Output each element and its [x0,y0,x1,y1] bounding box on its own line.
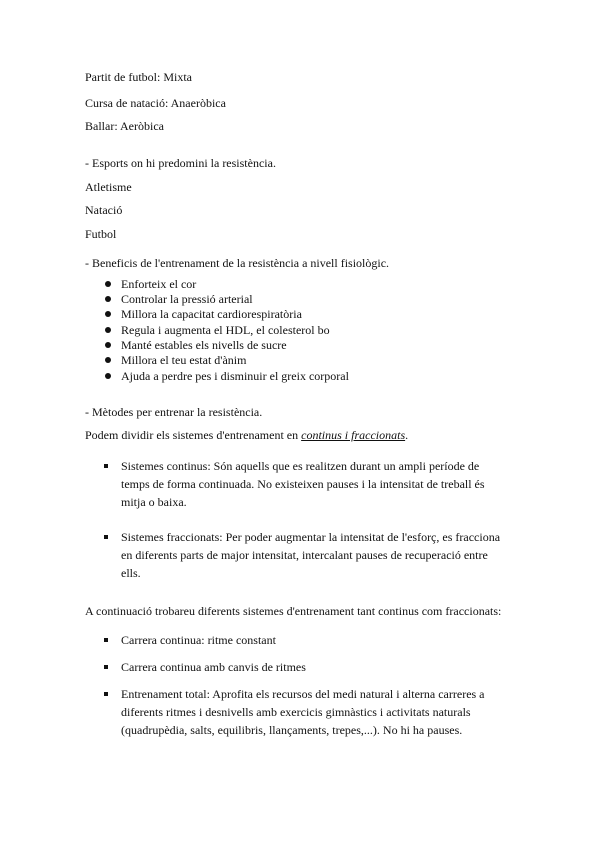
benefit-text: Controlar la pressió arterial [121,292,253,306]
section-heading-methods: - Mètodes per entrenar la resistència. [85,405,263,419]
training-text-line: Carrera continua: ritme constant [121,633,276,647]
system-item-fractioned [121,530,521,584]
training-text-line: Entrenament total: Aprofita els recursos del medi natural i alterna carreres a [121,687,485,701]
benefit-text: Enforteix el cor [121,277,197,291]
benefit-item [121,307,302,321]
square-bullet-icon [104,665,108,669]
system-text-line: Sistemes fraccionats: Per poder augmentar la intensitat de l'esforç, es fracciona [121,530,501,544]
training-item [121,633,521,651]
training-text-line: diferents ritmes i desnivells amb exercicis gimnàstics i activitats naturals [121,705,471,719]
square-bullet-icon [104,464,108,468]
bullet-dot-icon [105,281,111,287]
training-text-line: Carrera continua amb canvis de ritmes [121,660,306,674]
continuous-fractioned-link[interactable]: continus i fraccionats [301,428,406,442]
system-item-continuous [121,459,521,513]
benefit-item [121,277,196,291]
benefit-text: Millora la capacitat cardiorespiratòria [121,307,302,321]
bullet-dot-icon [105,327,111,333]
intro-line-swimming: Cursa de natació: Anaeròbica [85,96,226,110]
intro-line-football: Partit de futbol: Mixta [85,70,192,84]
training-text-line: (quadrupèdia, salts, equilibris, llançaments, trepes,...). No hi ha pauses. [121,723,463,737]
square-bullet-icon [104,535,108,539]
bullet-dot-icon [105,296,111,302]
benefit-item [121,338,287,352]
sport-item: Futbol [85,227,117,241]
training-item [121,660,521,678]
methods-intro-suffix: . [405,428,409,442]
intro-line-dance: Ballar: Aeròbica [85,119,164,133]
system-text-line: en diferents parts de major intensitat, intercalant pauses de recuperació entre [121,548,488,562]
bullet-dot-icon [105,311,111,317]
benefit-text: Ajuda a perdre pes i disminuir el greix corporal [121,369,349,383]
system-text-line: mitja o baixa. [121,495,187,509]
bullet-dot-icon [105,357,111,363]
benefit-item [121,369,349,383]
square-bullet-icon [104,638,108,642]
sport-item: Natació [85,203,123,217]
system-text-line: Sistemes continus: Són aquells que es realitzen durant un ampli període de [121,459,480,473]
section-heading-benefits: - Beneficis de l'entrenament de la resistència a nivell fisiològic. [85,256,390,270]
training-item-total [121,687,521,741]
bullet-dot-icon [105,342,111,348]
methods-intro [85,428,408,442]
benefit-text: Manté estables els nivells de sucre [121,338,287,352]
system-text-line: temps de forma continuada. No existeixen pauses i la intensitat de treball és [121,477,485,491]
benefit-text: Millora el teu estat d'ànim [121,353,247,367]
benefit-text: Regula i augmenta el HDL, el colesterol bo [121,323,330,337]
bullet-dot-icon [105,373,111,379]
benefit-item [121,292,253,306]
benefit-item [121,323,330,337]
methods-intro-prefix: Podem dividir els sistemes d'entrenament en [85,428,302,442]
systems-list-intro: A continuació trobareu diferents sistemes d'entrenament tant continus com fraccionats: [85,604,502,618]
sport-item: Atletisme [85,180,132,194]
system-text-line: ells. [121,566,141,580]
benefit-item [121,353,246,367]
section-heading-sports: - Esports on hi predomini la resistència. [85,156,276,170]
square-bullet-icon [104,692,108,696]
